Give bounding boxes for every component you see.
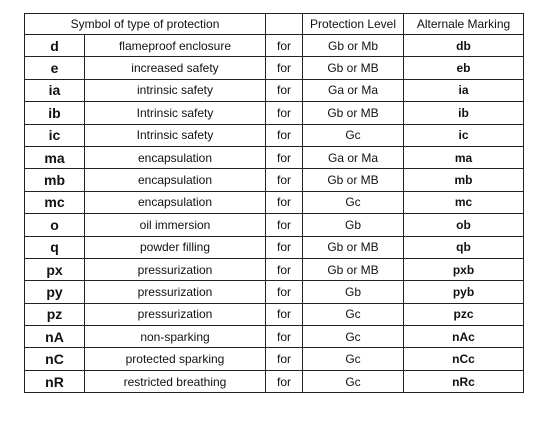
for-cell: for (266, 79, 303, 101)
for-cell: for (266, 102, 303, 124)
alternate-marking-cell: ob (404, 214, 524, 236)
protection-level-cell: Gb or MB (303, 258, 404, 280)
for-cell: for (266, 169, 303, 191)
table-row (25, 57, 524, 79)
for-cell: for (266, 214, 303, 236)
symbol-cell: e (25, 57, 85, 79)
alternate-marking-cell: eb (404, 57, 524, 79)
protection-level-cell: Gb or MB (303, 102, 404, 124)
description-cell: oil immersion (85, 214, 266, 236)
alternate-marking-cell: mc (404, 191, 524, 213)
header-symbol-type: Symbol of type of protection (25, 14, 266, 35)
protection-types-table (24, 13, 524, 393)
table-body (25, 14, 524, 393)
symbol-cell: py (25, 281, 85, 303)
alternate-marking-cell: qb (404, 236, 524, 258)
alternate-marking-cell: ma (404, 146, 524, 168)
protection-level-cell: Gc (303, 326, 404, 348)
symbol-cell: ma (25, 146, 85, 168)
alternate-marking-cell: pxb (404, 258, 524, 280)
table-row (25, 102, 524, 124)
symbol-cell: q (25, 236, 85, 258)
table-row (25, 169, 524, 191)
for-cell: for (266, 348, 303, 370)
protection-level-cell: Gc (303, 124, 404, 146)
table-header-row (25, 14, 524, 35)
alternate-marking-cell: nAc (404, 326, 524, 348)
for-cell: for (266, 146, 303, 168)
for-cell: for (266, 303, 303, 325)
description-cell: pressurization (85, 258, 266, 280)
for-cell: for (266, 57, 303, 79)
table-row (25, 35, 524, 57)
alternate-marking-cell: ia (404, 79, 524, 101)
alternate-marking-cell: nRc (404, 370, 524, 392)
symbol-cell: pz (25, 303, 85, 325)
alternate-marking-cell: ic (404, 124, 524, 146)
table-row (25, 326, 524, 348)
symbol-cell: nA (25, 326, 85, 348)
description-cell: encapsulation (85, 191, 266, 213)
description-cell: restricted breathing (85, 370, 266, 392)
symbol-cell: ic (25, 124, 85, 146)
protection-level-cell: Gb or Mb (303, 35, 404, 57)
for-cell: for (266, 191, 303, 213)
protection-level-cell: Gc (303, 348, 404, 370)
symbol-cell: ib (25, 102, 85, 124)
protection-level-cell: Gb or MB (303, 57, 404, 79)
symbol-cell: nC (25, 348, 85, 370)
protection-level-cell: Ga or Ma (303, 146, 404, 168)
description-cell: protected sparking (85, 348, 266, 370)
table-row (25, 370, 524, 392)
for-cell: for (266, 326, 303, 348)
for-cell: for (266, 236, 303, 258)
table-row (25, 348, 524, 370)
protection-level-cell: Gc (303, 191, 404, 213)
table-row (25, 191, 524, 213)
table-row (25, 79, 524, 101)
table-row (25, 281, 524, 303)
table-row (25, 214, 524, 236)
table-row (25, 146, 524, 168)
symbol-cell: o (25, 214, 85, 236)
table-row (25, 303, 524, 325)
symbol-cell: ia (25, 79, 85, 101)
alternate-marking-cell: db (404, 35, 524, 57)
symbol-cell: mb (25, 169, 85, 191)
alternate-marking-cell: ib (404, 102, 524, 124)
alternate-marking-cell: pyb (404, 281, 524, 303)
protection-level-cell: Gb (303, 281, 404, 303)
symbol-cell: d (25, 35, 85, 57)
symbol-cell: nR (25, 370, 85, 392)
table-row (25, 236, 524, 258)
description-cell: flameproof enclosure (85, 35, 266, 57)
description-cell: intrinsic safety (85, 79, 266, 101)
symbol-cell: px (25, 258, 85, 280)
protection-level-cell: Gb (303, 214, 404, 236)
description-cell: encapsulation (85, 146, 266, 168)
for-cell: for (266, 124, 303, 146)
table-row (25, 258, 524, 280)
alternate-marking-cell: mb (404, 169, 524, 191)
for-cell: for (266, 370, 303, 392)
description-cell: non-sparking (85, 326, 266, 348)
protection-level-cell: Ga or Ma (303, 79, 404, 101)
table-row (25, 124, 524, 146)
protection-level-cell: Gc (303, 303, 404, 325)
description-cell: Intrinsic safety (85, 124, 266, 146)
description-cell: Intrinsic safety (85, 102, 266, 124)
description-cell: pressurization (85, 303, 266, 325)
description-cell: pressurization (85, 281, 266, 303)
description-cell: powder filling (85, 236, 266, 258)
header-protection-level: Protection Level (303, 14, 404, 35)
protection-level-cell: Gb or MB (303, 169, 404, 191)
alternate-marking-cell: nCc (404, 348, 524, 370)
for-cell: for (266, 281, 303, 303)
symbol-cell: mc (25, 191, 85, 213)
protection-level-cell: Gc (303, 370, 404, 392)
description-cell: increased safety (85, 57, 266, 79)
alternate-marking-cell: pzc (404, 303, 524, 325)
for-cell: for (266, 258, 303, 280)
protection-level-cell: Gb or MB (303, 236, 404, 258)
header-empty-cell (266, 14, 303, 35)
description-cell: encapsulation (85, 169, 266, 191)
header-alternate-marking: Alternale Marking (404, 14, 524, 35)
for-cell: for (266, 35, 303, 57)
